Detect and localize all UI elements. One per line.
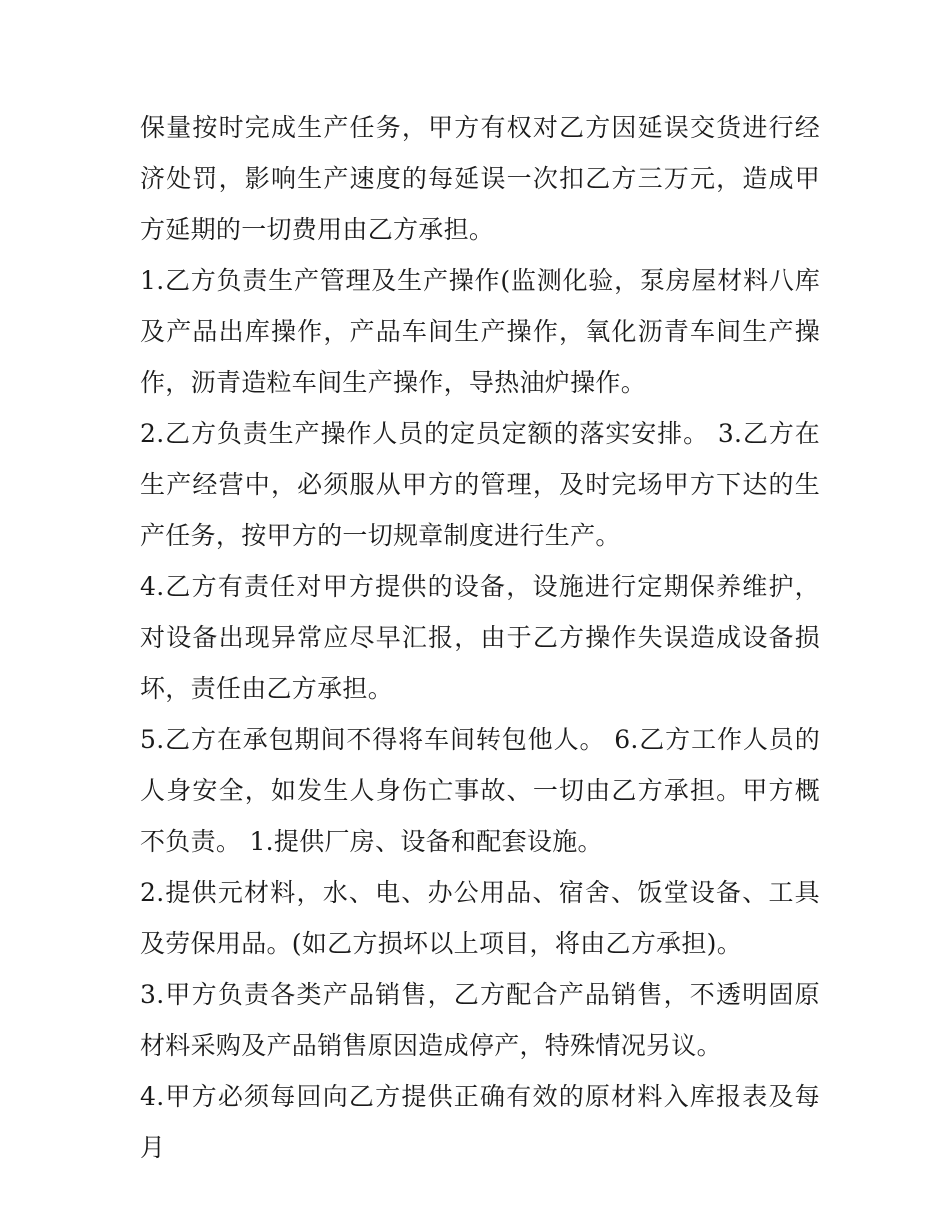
paragraph-clause-1: 1.乙方负责生产管理及生产操作(监测化验，泵房屋材料八库及产品出库操作，产品车间生产操作，氧化沥青车间生产操作，沥青造粒车间生产操作，导热油炉操作。: [140, 266, 820, 397]
paragraph-clause-2: 2.乙方负责生产操作人员的定员定额的落实安排。 3.乙方在生产经营中，必须服从甲方的管理，及时完场甲方下达的生产任务，按甲方的一切规章制度进行生产。: [140, 419, 820, 550]
document-body: [140, 102, 820, 1173]
paragraph-clause-5: 5.乙方在承包期间不得将车间转包他人。 6.乙方工作人员的人身安全，如发生人身伤亡事故、一切由乙方承担。甲方概不负责。 1.提供厂房、设备和配套设施。: [140, 725, 820, 856]
paragraph-party-a-2: 2.提供元材料，水、电、办公用品、宿舍、饭堂设备、工具及劳保用品。(如乙方损坏以上项目，将由乙方承担)。: [140, 878, 820, 958]
paragraph-clause-4: 4.乙方有责任对甲方提供的设备，设施进行定期保养维护，对设备出现异常应尽早汇报，由于乙方操作失误造成设备损坏，责任由乙方承担。: [140, 572, 820, 703]
paragraph-party-a-3: 3.甲方负责各类产品销售，乙方配合产品销售，不透明固原材料采购及产品销售原因造成停产，特殊情况另议。: [140, 980, 820, 1060]
paragraph-continuation: 保量按时完成生产任务，甲方有权对乙方因延误交货进行经济处罚，影响生产速度的每延误一次扣乙方三万元，造成甲方延期的一切费用由乙方承担。: [140, 113, 820, 244]
paragraph-party-a-4: 4.甲方必须每回向乙方提供正确有效的原材料入库报表及每月: [140, 1082, 820, 1162]
